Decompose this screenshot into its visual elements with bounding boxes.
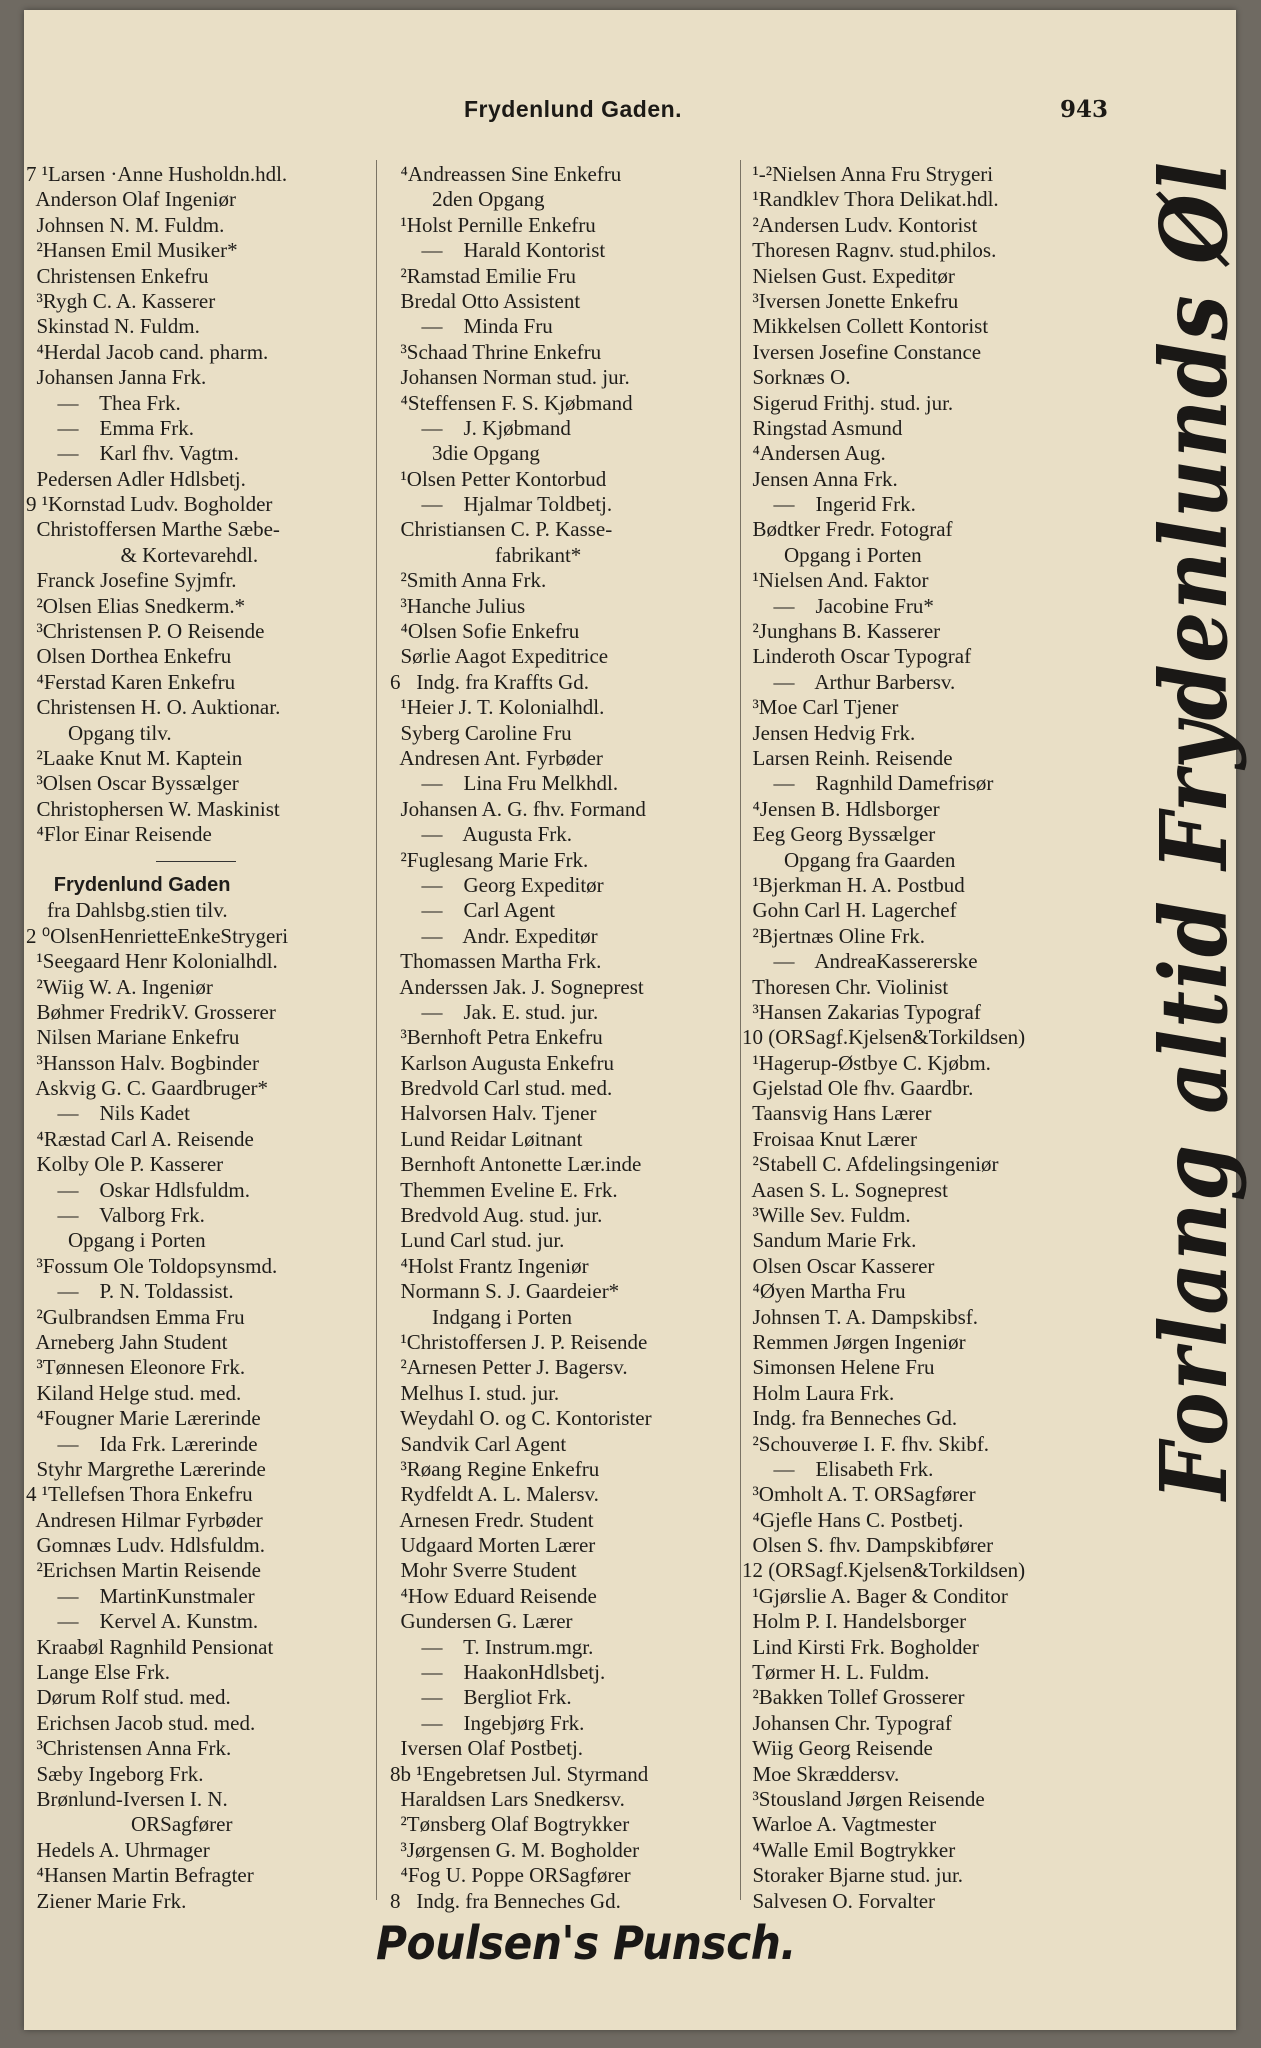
directory-entry: Indg. fra Benneches Gd.	[742, 1406, 958, 1431]
directory-entry: Simonsen Helene Fru	[742, 1355, 935, 1380]
directory-entry: — Nils Kadet	[26, 1101, 190, 1126]
directory-entry: Lind Kirsti Frk. Bogholder	[742, 1634, 979, 1659]
directory-entry: — Ragnhild Damefrisør	[742, 771, 994, 796]
directory-entry: — Arthur Barbersv.	[742, 669, 956, 694]
directory-entry: Franck Josefine Syjmfr.	[26, 568, 237, 593]
directory-entry: Sandum Marie Frk.	[742, 1228, 917, 1253]
directory-entry: Froisaa Knut Lærer	[742, 1126, 917, 1151]
footer-advertisement: Poulsen's Punsch.	[376, 1916, 797, 1970]
street-title: Frydenlund Gaden.	[464, 96, 683, 122]
directory-entry: ⁴How Eduard Reisende	[390, 1583, 597, 1608]
directory-entry: — Hjalmar Toldbetj.	[390, 492, 613, 517]
directory-entry: — Ingerid Frk.	[742, 492, 916, 517]
directory-entry: Thomassen Martha Frk.	[390, 949, 602, 974]
directory-entry: ¹-²Nielsen Anna Fru Strygeri	[742, 162, 994, 186]
directory-entry: ³Olsen Oscar Byssælger	[26, 771, 239, 796]
directory-entry: Jensen Anna Frk.	[742, 466, 898, 491]
directory-entry: ³Hanche Julius	[390, 593, 526, 618]
directory-entry: Lange Else Frk.	[26, 1660, 171, 1685]
directory-entry: Jensen Hedvig Frk.	[742, 720, 916, 745]
directory-entry: ³Stousland Jørgen Reisende	[742, 1787, 985, 1811]
directory-entry: Weydahl O. og C. Kontorister	[390, 1406, 652, 1431]
directory-entry: ORSagfører	[26, 1812, 233, 1837]
directory-entry: Ringstad Asmund	[742, 415, 903, 440]
directory-entry: Ziener Marie Frk.	[26, 1888, 187, 1913]
directory-entry: ²Bakken Tollef Grosserer	[742, 1685, 965, 1710]
directory-entry: ⁴Øyen Martha Fru	[742, 1279, 906, 1304]
directory-entry: Bredal Otto Assistent	[390, 288, 581, 313]
directory-entry: ¹Seegaard Henr Kolonialhdl.	[26, 949, 278, 974]
directory-entry: ²Bjertnæs Oline Frk.	[742, 923, 926, 948]
directory-entry: ¹Randklev Thora Delikat.hdl.	[742, 187, 999, 212]
directory-entry: — Elisabeth Frk.	[742, 1456, 934, 1481]
directory-entry: ⁴Gjefle Hans C. Postbetj.	[742, 1507, 964, 1532]
directory-entry: ³Christensen Anna Frk.	[26, 1736, 232, 1761]
directory-entry: Anderssen Jak. J. Sogneprest	[390, 974, 644, 999]
directory-entry: Johansen A. G. fhv. Formand	[390, 796, 646, 821]
directory-entry: Olsen Dorthea Enkefru	[26, 644, 232, 669]
directory-entry: ²Olsen Elias Snedkerm.*	[26, 593, 246, 618]
directory-entry: ³Iversen Jonette Enkefru	[742, 288, 959, 313]
directory-entry: Bredvold Aug. stud. jur.	[390, 1203, 603, 1228]
directory-entry: Normann S. J. Gaardeier*	[390, 1279, 620, 1304]
side-advertisement: Forlang altid Frydenlunds Øl	[1140, 160, 1248, 1500]
directory-entry: fra Dahlsbg.stien tilv.	[26, 898, 228, 923]
directory-entry: Lund Reidar Løitnant	[390, 1126, 583, 1151]
directory-entry: ³Fossum Ole Toldopsynsmd.	[26, 1253, 278, 1278]
directory-entry: ⁴Fougner Marie Lærerinde	[26, 1406, 261, 1431]
directory-entry: ²Junghans B. Kasserer	[742, 619, 941, 644]
directory-entry: ²Arnesen Petter J. Bagersv.	[390, 1355, 628, 1380]
directory-entry: ⁴Ræstad Carl A. Reisende	[26, 1126, 254, 1151]
directory-entry: Dørum Rolf stud. med.	[26, 1685, 231, 1710]
directory-entry: ⁴Hansen Martin Befragter	[26, 1863, 254, 1888]
directory-entry: ³Bernhoft Petra Enkefru	[390, 1025, 603, 1050]
column-divider	[376, 160, 377, 1900]
directory-entry: ²Hansen Emil Musiker*	[26, 238, 238, 263]
directory-entry: Opgang tilv.	[26, 720, 172, 745]
directory-entry: Sigerud Frithj. stud. jur.	[742, 390, 954, 415]
directory-entry: Arnesen Fredr. Student	[390, 1507, 594, 1532]
directory-entry: ³Rygh C. A. Kasserer	[26, 288, 216, 313]
directory-entry: Linderoth Oscar Typograf	[742, 644, 972, 669]
directory-entry: ¹Olsen Petter Kontorbud	[390, 466, 607, 491]
directory-entry: ²Smith Anna Frk.	[390, 568, 547, 593]
directory-entry: ¹Heier J. T. Kolonialhdl.	[390, 695, 605, 720]
directory-entry: Sandvik Carl Agent	[390, 1431, 567, 1456]
directory-entry: 4 ¹Tellefsen Thora Enkefru	[26, 1482, 253, 1507]
directory-entry: Brønlund-Iversen I. N.	[26, 1787, 228, 1811]
directory-entry: — Ingebjørg Frk.	[390, 1710, 585, 1735]
directory-entry: — Carl Agent	[390, 898, 556, 923]
directory-entry: Wiig Georg Reisende	[742, 1736, 933, 1761]
directory-entry: ⁴Steffensen F. S. Kjøbmand	[390, 390, 633, 415]
directory-entry: ²Fuglesang Marie Frk.	[390, 847, 589, 872]
directory-entry: Gjelstad Ole fhv. Gaardbr.	[742, 1076, 974, 1101]
section-rule	[26, 848, 366, 873]
directory-entry: Mikkelsen Collett Kontorist	[742, 314, 989, 339]
directory-entry: ²Schouverøe I. F. fhv. Skibf.	[742, 1431, 990, 1456]
directory-entry: ²Laake Knut M. Kaptein	[26, 745, 243, 770]
directory-entry: ³Hansen Zakarias Typograf	[742, 999, 981, 1024]
directory-entry: 3die Opgang	[390, 441, 540, 466]
directory-column-2	[390, 162, 730, 1914]
directory-entry: Erichsen Jacob stud. med.	[26, 1710, 256, 1735]
directory-entry: Gundersen G. Lærer	[390, 1609, 573, 1634]
directory-entry: ³Røang Regine Enkefru	[390, 1456, 600, 1481]
directory-entry: ⁴Olsen Sofie Enkefru	[390, 619, 580, 644]
directory-entry: — MartinKunstmaler	[26, 1583, 255, 1608]
directory-entry: Sorknæs O.	[742, 365, 851, 390]
directory-entry: Karlson Augusta Enkefru	[390, 1050, 614, 1075]
directory-column-1	[26, 162, 366, 1914]
directory-entry: Sæby Ingeborg Frk.	[26, 1761, 204, 1786]
directory-entry: Opgang fra Gaarden	[742, 847, 956, 872]
directory-entry: Nilsen Mariane Enkefru	[26, 1025, 240, 1050]
directory-entry: 9 ¹Kornstad Ludv. Bogholder	[26, 492, 273, 517]
directory-entry: ²Tønsberg Olaf Bogtrykker	[390, 1812, 630, 1837]
directory-entry: ³Christensen P. O Reisende	[26, 619, 265, 644]
directory-entry: ¹Christoffersen J. P. Reisende	[390, 1329, 648, 1354]
directory-entry: — Andr. Expeditør	[390, 923, 598, 948]
directory-column-3	[742, 162, 1082, 1914]
directory-entry: — Ida Frk. Lærerinde	[26, 1431, 258, 1456]
directory-entry: Mohr Sverre Student	[390, 1558, 577, 1583]
directory-entry: Olsen S. fhv. Dampskibfører	[742, 1533, 994, 1558]
directory-entry: — Valborg Frk.	[26, 1203, 205, 1228]
page-header	[24, 96, 1236, 136]
directory-entry: Larsen Reinh. Reisende	[742, 745, 953, 770]
directory-entry: Thoresen Chr. Violinist	[742, 974, 949, 999]
directory-entry: ²Ramstad Emilie Fru	[390, 263, 576, 288]
directory-entry: — J. Kjøbmand	[390, 415, 571, 440]
directory-entry: ²Gulbrandsen Emma Fru	[26, 1304, 245, 1329]
directory-entry: 12 (ORSagf.Kjelsen&Torkildsen)	[742, 1558, 1026, 1583]
directory-entry: ³Omholt A. T. ORSagfører	[742, 1482, 976, 1507]
directory-entry: Indgang i Porten	[390, 1304, 572, 1329]
directory-entry: 2 ⁰OlsenHenrietteEnkeStrygeri	[26, 923, 289, 948]
directory-entry: — Georg Expeditør	[390, 872, 604, 897]
directory-entry: Udgaard Morten Lærer	[390, 1533, 596, 1558]
directory-entry: Christiansen C. P. Kasse-	[390, 517, 613, 542]
directory-entry: ¹Hagerup-Østbye C. Kjøbm.	[742, 1050, 991, 1075]
directory-entry: Anderson Olaf Ingeniør	[26, 187, 236, 212]
directory-entry: Rydfeldt A. L. Malersv.	[390, 1482, 599, 1507]
directory-entry: Syberg Caroline Fru	[390, 720, 572, 745]
directory-entry: ²Andersen Ludv. Kontorist	[742, 212, 978, 237]
directory-entry: — Emma Frk.	[26, 415, 194, 440]
directory-entry: ²Wiig W. A. Ingeniør	[26, 974, 213, 999]
directory-entry: — AndreaKassererske	[742, 949, 978, 974]
directory-entry: Bøhmer FredrikV. Grosserer	[26, 999, 276, 1024]
directory-entry: Andresen Hilmar Fyrbøder	[26, 1507, 263, 1532]
directory-entry: Bødtker Fredr. Fotograf	[742, 517, 953, 542]
directory-entry: Iversen Olaf Postbetj.	[390, 1736, 584, 1761]
directory-entry: Salvesen O. Forvalter	[742, 1888, 936, 1913]
directory-entry: Lund Carl stud. jur.	[390, 1228, 565, 1253]
directory-entry: Kiland Helge stud. med.	[26, 1380, 242, 1405]
directory-entry: — Jak. E. stud. jur.	[390, 999, 599, 1024]
directory-entry: Johansen Janna Frk.	[26, 365, 207, 390]
directory-entry: ⁴Holst Frantz Ingeniør	[390, 1253, 589, 1278]
directory-entry: Johnsen T. A. Dampskibsf.	[742, 1304, 979, 1329]
directory-entry: ³Hansson Halv. Bogbinder	[26, 1050, 259, 1075]
directory-entry: ¹Bjerkman H. A. Postbud	[742, 872, 965, 897]
directory-entry: Melhus I. stud. jur.	[390, 1380, 560, 1405]
directory-entry: ³Moe Carl Tjener	[742, 695, 899, 720]
directory-entry: — P. N. Toldassist.	[26, 1279, 234, 1304]
directory-entry: 8 Indg. fra Benneches Gd.	[390, 1888, 621, 1913]
directory-entry: ¹Nielsen And. Faktor	[742, 568, 929, 593]
directory-entry: Bredvold Carl stud. med.	[390, 1076, 613, 1101]
directory-entry: ³Wille Sev. Fuldm.	[742, 1203, 911, 1228]
directory-entry: — Kervel A. Kunstm.	[26, 1609, 259, 1634]
directory-entry: Warloe A. Vagtmester	[742, 1812, 937, 1837]
directory-entry: ¹Gjørslie A. Bager & Conditor	[742, 1583, 1008, 1608]
directory-entry: ³Jørgensen G. M. Bogholder	[390, 1837, 640, 1862]
directory-entry: 2den Opgang	[390, 187, 545, 212]
directory-entry: — Lina Fru Melkhdl.	[390, 771, 619, 796]
directory-entry: — Harald Kontorist	[390, 238, 606, 263]
directory-entry: Storaker Bjarne stud. jur.	[742, 1863, 964, 1888]
directory-entry: — Bergliot Frk.	[390, 1685, 572, 1710]
directory-entry: Tørmer H. L. Fuldm.	[742, 1660, 930, 1685]
directory-entry: ⁴Herdal Jacob cand. pharm.	[26, 339, 269, 364]
directory-entry: fabrikant*	[390, 542, 582, 567]
directory-entry: Thoresen Ragnv. stud.philos.	[742, 238, 997, 263]
directory-entry: Olsen Oscar Kasserer	[742, 1253, 935, 1278]
directory-entry: Arneberg Jahn Student	[26, 1329, 228, 1354]
directory-entry: ³Tønnesen Eleonore Frk.	[26, 1355, 246, 1380]
directory-entry: — Oskar Hdlsfuldm.	[26, 1177, 250, 1202]
directory-entry: Moe Skræddersv.	[742, 1761, 900, 1786]
directory-entry: Christophersen W. Maskinist	[26, 796, 280, 821]
directory-entry: ²Stabell C. Afdelingsingeniør	[742, 1152, 999, 1177]
directory-entry: Themmen Eveline E. Frk.	[390, 1177, 618, 1202]
directory-entry: Johansen Chr. Typograf	[742, 1710, 952, 1735]
directory-entry: Haraldsen Lars Snedkersv.	[390, 1787, 625, 1811]
directory-entry: Holm Laura Frk.	[742, 1380, 895, 1405]
directory-entry: Gomnæs Ludv. Hdlsfuldm.	[26, 1533, 265, 1558]
directory-entry: — Minda Fru	[390, 314, 553, 339]
directory-entry: ⁴Andersen Aug.	[742, 441, 886, 466]
directory-page	[24, 10, 1248, 2030]
directory-entry: ⁴Ferstad Karen Enkefru	[26, 669, 236, 694]
directory-entry: 6 Indg. fra Kraffts Gd.	[390, 669, 590, 694]
directory-entry: Skinstad N. Fuldm.	[26, 314, 200, 339]
directory-entry: ⁴Jensen B. Hdlsborger	[742, 796, 940, 821]
directory-entry: & Kortevarehdl.	[26, 542, 259, 567]
directory-entry: ¹Holst Pernille Enkefru	[390, 212, 596, 237]
directory-entry: Opgang i Porten	[26, 1228, 206, 1253]
directory-entry: Christensen H. O. Auktionar.	[26, 695, 281, 720]
column-divider	[740, 160, 741, 1900]
directory-entry: Gohn Carl H. Lagerchef	[742, 898, 957, 923]
directory-entry: — T. Instrum.mgr.	[390, 1634, 594, 1659]
directory-entry: Iversen Josefine Constance	[742, 339, 982, 364]
page-number: 943	[1060, 96, 1109, 123]
directory-entry: Kraabøl Ragnhild Pensionat	[26, 1634, 274, 1659]
directory-entry: Holm P. I. Handelsborger	[742, 1609, 967, 1634]
directory-entry: — Thea Frk.	[26, 390, 181, 415]
directory-entry: Opgang i Porten	[742, 542, 922, 567]
directory-entry: Halvorsen Halv. Tjener	[390, 1101, 597, 1126]
directory-entry: Johnsen N. M. Fuldm.	[26, 212, 225, 237]
directory-entry: — Karl fhv. Vagtm.	[26, 441, 239, 466]
directory-entry: Andresen Ant. Fyrbøder	[390, 745, 603, 770]
directory-entry: ⁴Fog U. Poppe ORSagfører	[390, 1863, 631, 1888]
directory-entry: ⁴Andreassen Sine Enkefru	[390, 162, 622, 186]
directory-entry: Hedels A. Uhrmager	[26, 1837, 210, 1862]
directory-entry: Christensen Enkefru	[26, 263, 209, 288]
directory-entry: Taansvig Hans Lærer	[742, 1101, 932, 1126]
directory-entry: 7 ¹Larsen ·Anne Husholdn.hdl.	[26, 162, 288, 186]
directory-entry: Pedersen Adler Hdlsbetj.	[26, 466, 246, 491]
directory-entry: Aasen S. L. Sogneprest	[742, 1177, 948, 1202]
directory-entry: ²Erichsen Martin Reisende	[26, 1558, 261, 1583]
directory-entry: Christoffersen Marthe Sæbe-	[26, 517, 280, 542]
directory-entry: 8b ¹Engebretsen Jul. Styrmand	[390, 1761, 649, 1786]
directory-entry: ⁴Flor Einar Reisende	[26, 822, 212, 847]
directory-entry: Sørlie Aagot Expeditrice	[390, 644, 609, 669]
directory-entry: Kolby Ole P. Kasserer	[26, 1152, 224, 1177]
directory-entry: Johansen Norman stud. jur.	[390, 365, 630, 390]
directory-entry: Bernhoft Antonette Lær.inde	[390, 1152, 642, 1177]
directory-entry: — Augusta Frk.	[390, 822, 573, 847]
directory-entry: 10 (ORSagf.Kjelsen&Torkildsen)	[742, 1025, 1026, 1050]
directory-entry: Remmen Jørgen Ingeniør	[742, 1329, 966, 1354]
section-heading: Frydenlund Gaden	[26, 873, 231, 896]
directory-entry: Styhr Margrethe Lærerinde	[26, 1456, 266, 1481]
directory-entry: ⁴Walle Emil Bogtrykker	[742, 1837, 956, 1862]
directory-entry: Nielsen Gust. Expeditør	[742, 263, 955, 288]
directory-entry: — HaakonHdlsbetj.	[390, 1660, 606, 1685]
directory-entry: ³Schaad Thrine Enkefru	[390, 339, 602, 364]
directory-entry: Eeg Georg Byssælger	[742, 822, 936, 847]
directory-entry: Askvig G. C. Gaardbruger*	[26, 1076, 269, 1101]
directory-entry: — Jacobine Fru*	[742, 593, 934, 618]
